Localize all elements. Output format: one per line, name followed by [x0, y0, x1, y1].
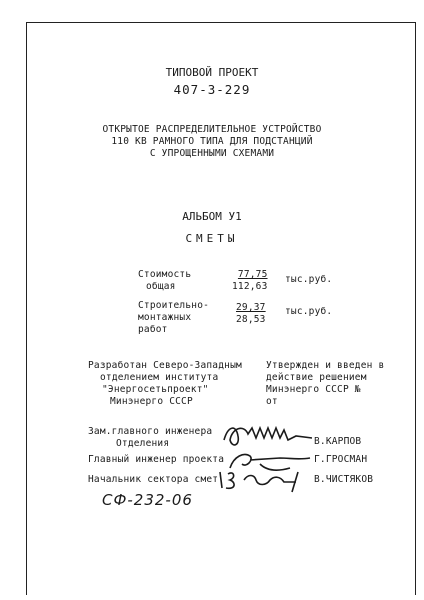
developer-line: "Энергосетьпроект" [102, 384, 209, 395]
cost-construction-label [138, 300, 209, 336]
approval-line: от [266, 396, 278, 407]
cost-value-top: 29,37 [236, 302, 266, 313]
page-frame [26, 22, 416, 595]
cost-construction-values [236, 302, 266, 326]
approval-block [266, 360, 384, 408]
title-line: ОТКРЫТОЕ РАСПРЕДЕЛИТЕЛЬНОЕ УСТРОЙСТВО [102, 124, 322, 135]
developer-block [88, 360, 242, 408]
header-project-type: ТИПОВОЙ ПРОЕКТ [165, 66, 259, 79]
cost-total-unit: тыс.руб. [285, 274, 333, 285]
cost-construction-unit: тыс.руб. [285, 306, 333, 317]
signature-name-grosman: Г.ГРОСМАН [314, 454, 368, 465]
album-subtitle: СМЕТЫ [185, 232, 239, 245]
developer-line: Минэнерго СССР [110, 396, 193, 407]
cost-label-line: общая [146, 281, 176, 292]
document-title [0, 124, 424, 160]
approval-line: действие решением [266, 372, 367, 383]
title-line: 110 КВ РАМНОГО ТИПА ДЛЯ ПОДСТАНЦИЙ [111, 136, 313, 147]
cost-value-bottom: 28,53 [236, 314, 266, 325]
signature-role-deputy [88, 426, 212, 450]
signature-role-sector: Начальник сектора смет [88, 474, 219, 485]
signature-role-chief: Главный инженер проекта [88, 454, 225, 465]
developer-line: отделением института [100, 372, 219, 383]
cost-label-line: работ [138, 324, 168, 335]
cost-total-values [232, 269, 268, 293]
handwritten-signature-3 [214, 464, 314, 494]
cost-label-line: Строительно- [138, 300, 210, 311]
role-line: Отделения [116, 438, 170, 449]
cost-total-label [138, 269, 191, 293]
signature-name-karpov: В.КАРПОВ [314, 436, 362, 447]
developer-line: Разработан Северо-Западным [88, 360, 242, 371]
cost-label-line: Стоимость [138, 269, 192, 280]
document-code: СФ-232-06 [102, 491, 193, 509]
role-line: Зам.главного инженера [88, 426, 213, 437]
header-project-number: 407-3-229 [173, 82, 251, 97]
title-line: С УПРОЩЕННЫМИ СХЕМАМИ [149, 148, 275, 159]
approval-line: Минэнерго СССР № [266, 384, 361, 395]
cost-label-line: монтажных [138, 312, 192, 323]
album-label: АЛЬБОМ У1 [182, 210, 242, 223]
cost-value-bottom: 112,63 [232, 281, 268, 292]
approval-line: Утвержден и введен в [266, 360, 385, 371]
cost-value-top: 77,75 [237, 269, 268, 280]
signature-name-chistyakov: В.ЧИСТЯКОВ [314, 474, 374, 485]
